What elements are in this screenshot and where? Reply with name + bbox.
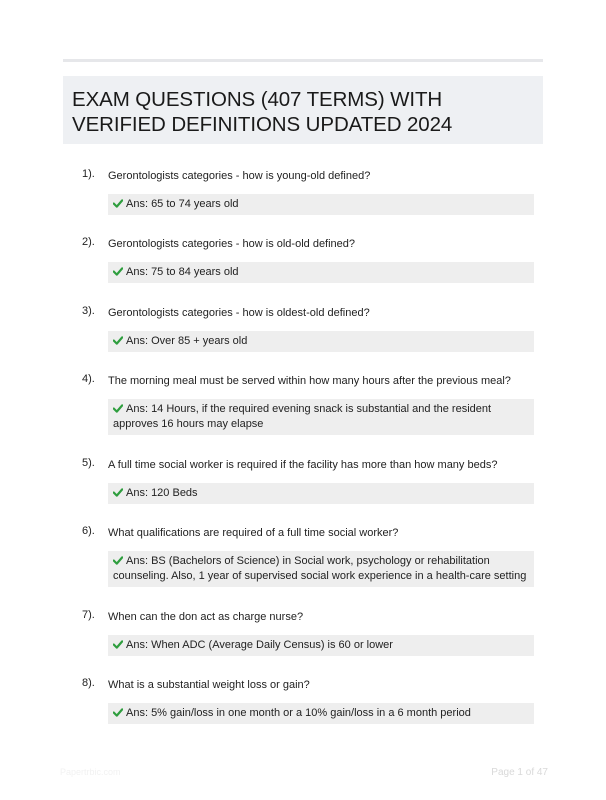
answer-box: [108, 262, 534, 283]
answer-box: [108, 399, 534, 435]
page-number: Page 1 of 47: [491, 767, 548, 778]
question-text: Gerontologists categories - how is oldest-old defined?: [108, 307, 370, 319]
answer-text: Ans: 5% gain/loss in one month or a 10% gain/loss in a 6 month period: [126, 707, 471, 719]
answer-box: [108, 194, 534, 215]
question-text: Gerontologists categories - how is young-old defined?: [108, 170, 371, 182]
answer-text: Ans: 14 Hours, if the required evening snack is substantial and the resident approves 16 hours may elapse: [113, 403, 492, 430]
check-icon: [113, 336, 123, 345]
question-number: 8).: [82, 677, 95, 689]
check-icon: [113, 488, 123, 497]
check-icon: [113, 640, 123, 649]
document-title: EXAM QUESTIONS (407 TERMS) WITH VERIFIED DEFINITIONS UPDATED 2024: [72, 88, 453, 136]
answer-box: [108, 551, 534, 587]
answer-text: Ans: 65 to 74 years old: [126, 198, 239, 210]
check-icon: [113, 556, 123, 565]
question-number: 4).: [82, 373, 95, 385]
question-number: 1).: [82, 168, 95, 180]
question-text: A full time social worker is required if the facility has more than how many beds?: [108, 459, 498, 471]
footer-watermark: Papertrbic.com: [60, 767, 121, 777]
answer-text: Ans: Over 85 + years old: [126, 335, 248, 347]
question-number: 3).: [82, 305, 95, 317]
question-number: 2).: [82, 236, 95, 248]
question-text: Gerontologists categories - how is old-old defined?: [108, 238, 356, 250]
question-number: 5).: [82, 457, 95, 469]
answer-text: Ans: 75 to 84 years old: [126, 266, 239, 278]
question-text: What qualifications are required of a full time social worker?: [108, 527, 399, 539]
check-icon: [113, 404, 123, 413]
question-text: The morning meal must be served within how many hours after the previous meal?: [108, 375, 511, 387]
check-icon: [113, 199, 123, 208]
question-text: What is a substantial weight loss or gain?: [108, 679, 310, 691]
answer-box: [108, 331, 534, 352]
check-icon: [113, 267, 123, 276]
answer-box: [108, 483, 534, 504]
answer-text: Ans: BS (Bachelors of Science) in Social work, psychology or rehabilitation counseling. Also, 1 year of supervised social work experience in a health-care setting: [113, 555, 527, 582]
check-icon: [113, 708, 123, 717]
question-number: 7).: [82, 609, 95, 621]
top-divider: [63, 59, 543, 62]
title-banner: [63, 76, 543, 144]
question-text: When can the don act as charge nurse?: [108, 611, 304, 623]
answer-text: Ans: 120 Beds: [126, 487, 198, 499]
answer-text: Ans: When ADC (Average Daily Census) is 60 or lower: [126, 639, 393, 651]
answer-box: [108, 635, 534, 656]
answer-box: [108, 703, 534, 724]
question-number: 6).: [82, 525, 95, 537]
